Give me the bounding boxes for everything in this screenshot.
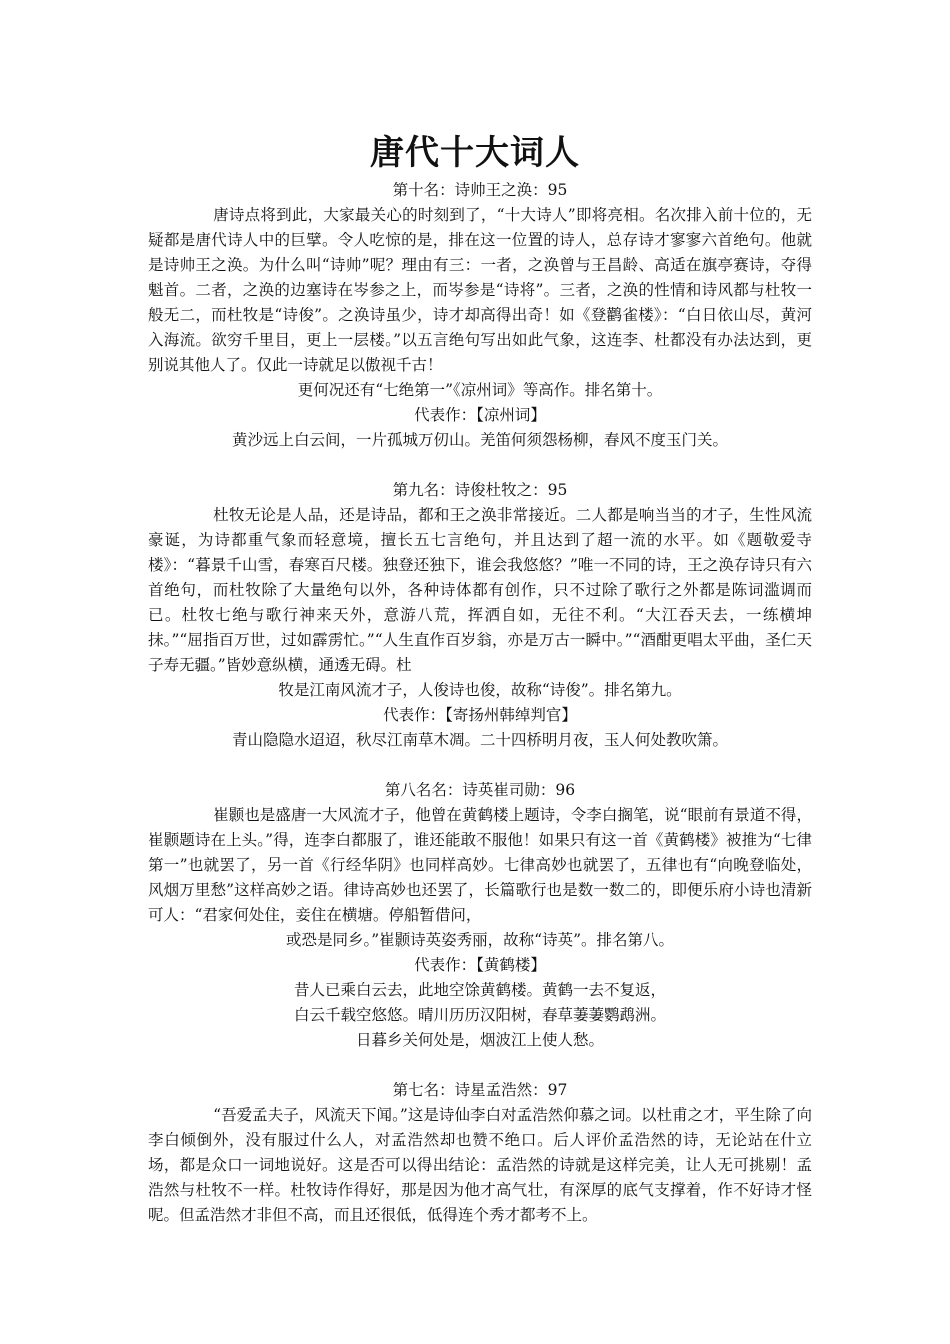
section-heading: 第十名：诗帅王之涣：95 [392, 181, 568, 199]
section-heading: 第七名：诗星孟浩然：97 [392, 1081, 568, 1099]
section-rank-9 [148, 478, 812, 753]
representative-work-label: 代表作：【凉州词】 [414, 406, 546, 424]
section-rank-8 [148, 778, 812, 1053]
section-paragraph [148, 503, 812, 703]
paragraph-text: “吾爱孟夫子，风流天下闻。”这是诗仙李白对孟浩然仰慕之词。以杜甫之才，平生除了向李白倾倒外，没有服过什么人，对孟浩然却也赞不绝口。后人评价孟浩然的诗，无论站在什立场，都是众口一词地说好。这是否可以得出结论：孟浩然的诗就是这样完美，让人无可挑剔！孟浩然与杜牧不一样。杜牧诗作得好，那是因为他才高气壮，有深厚的底气支撑着，作不好诗才怪呢。但孟浩然才非但不高，而且还很低，低得连个秀才都考不上。 [148, 1106, 812, 1224]
representative-work-label: 代表作：【黄鹤楼】 [414, 956, 546, 974]
section-paragraph [148, 203, 812, 403]
section-heading: 第八名名：诗英崔司勋：96 [384, 781, 576, 799]
paragraph-last-line: 更何况还有“七绝第一”《凉州词》等高作。排名第十。 [297, 381, 663, 399]
page-title: 唐代十大词人 [370, 133, 580, 173]
poem-line: 日暮乡关何处是，烟波江上使人愁。 [355, 1031, 604, 1049]
poem-line: 黄沙远上白云间，一片孤城万仞山。羌笛何须怨杨柳，春风不度玉门关。 [231, 431, 728, 449]
article-body [148, 178, 812, 1228]
section-rank-7 [148, 1078, 812, 1228]
representative-work-label: 代表作：【寄扬州韩绰判官】 [383, 706, 577, 724]
paragraph-last-line: 牧是江南风流才子，人俊诗也俊，故称“诗俊”。排名第九。 [278, 681, 682, 699]
poem-line: 青山隐隐水迢迢，秋尽江南草木凋。二十四桥明月夜，玉人何处教吹箫。 [231, 731, 728, 749]
section-paragraph [148, 1103, 812, 1228]
poem-line: 白云千载空悠悠。晴川历历汉阳树，春草萋萋鹦鹉洲。 [293, 1006, 666, 1024]
paragraph-last-line: 或恐是同乡。”崔颢诗英姿秀丽，故称“诗英”。排名第八。 [285, 931, 675, 949]
poem-line: 昔人已乘白云去，此地空馀黄鹤楼。黄鹤一去不复返， [293, 981, 666, 999]
paragraph-text: 杜牧无论是人品，还是诗品，都和王之涣非常接近。二人都是响当当的才子，生性风流豪诞，为诗都重气象而轻意境，擅长五七言绝句，并且达到了超一流的水平。如《题敬爱寺楼》：“暮景千山雪，春寒百尺楼。独登还独下，谁会我悠悠？”唯一不同的诗，王之涣存诗只有六首绝句，而杜牧除了大量绝句以外，各种诗体都有创作，只不过除了歌行之外都是陈词滥调而已。杜牧七绝与歌行神来天外，意游八荒，挥洒自如，无往不利。“大江吞天去，一练横坤抹。”“屈指百万世，过如霹雳忙。”“人生直作百岁翁，亦是万古一瞬中。”“酒酣更唱太平曲，圣仁天子寿无疆。”皆妙意纵横，通透无碍。杜 [148, 506, 812, 674]
section-paragraph [148, 803, 812, 953]
paragraph-text: 崔颢也是盛唐一大风流才子，他曾在黄鹤楼上题诗，令李白搁笔，说“眼前有景道不得，崔颢题诗在上头。”得，连李白都服了，谁还能敢不服他！如果只有这一首《黄鹤楼》被推为“七律第一”也就罢了，另一首《行经华阴》也同样高妙。七律高妙也就罢了，五律也有“向晚登临处，风烟万里愁”这样高妙之语。律诗高妙也还罢了，长篇歌行也是数一数二的，即便乐府小诗也清新可人：“君家何处住，妾住在横塘。停船暂借问， [148, 806, 812, 924]
paragraph-text: 唐诗点将到此，大家最关心的时刻到了，“十大诗人”即将亮相。名次排入前十位的，无疑都是唐代诗人中的巨擘。令人吃惊的是，排在这一位置的诗人，总存诗才寥寥六首绝句。他就是诗帅王之涣。为什么叫“诗帅”呢？理由有三：一者，之涣曾与王昌龄、高适在旗亭赛诗，夺得魁首。二者，之涣的边塞诗在岑参之上，而岑参是“诗将”。三者，之涣的性情和诗风都与杜牧一般无二，而杜牧是“诗俊”。之涣诗虽少，诗才却高得出奇！如《登鹳雀楼》：“白日依山尽，黄河入海流。欲穷千里目，更上一层楼。”以五言绝句写出如此气象，这连李、杜都没有办法达到，更别说其他人了。仅此一诗就足以傲视千古！ [148, 206, 812, 374]
section-heading: 第九名：诗俊杜牧之：95 [392, 481, 568, 499]
section-rank-10 [148, 178, 812, 453]
